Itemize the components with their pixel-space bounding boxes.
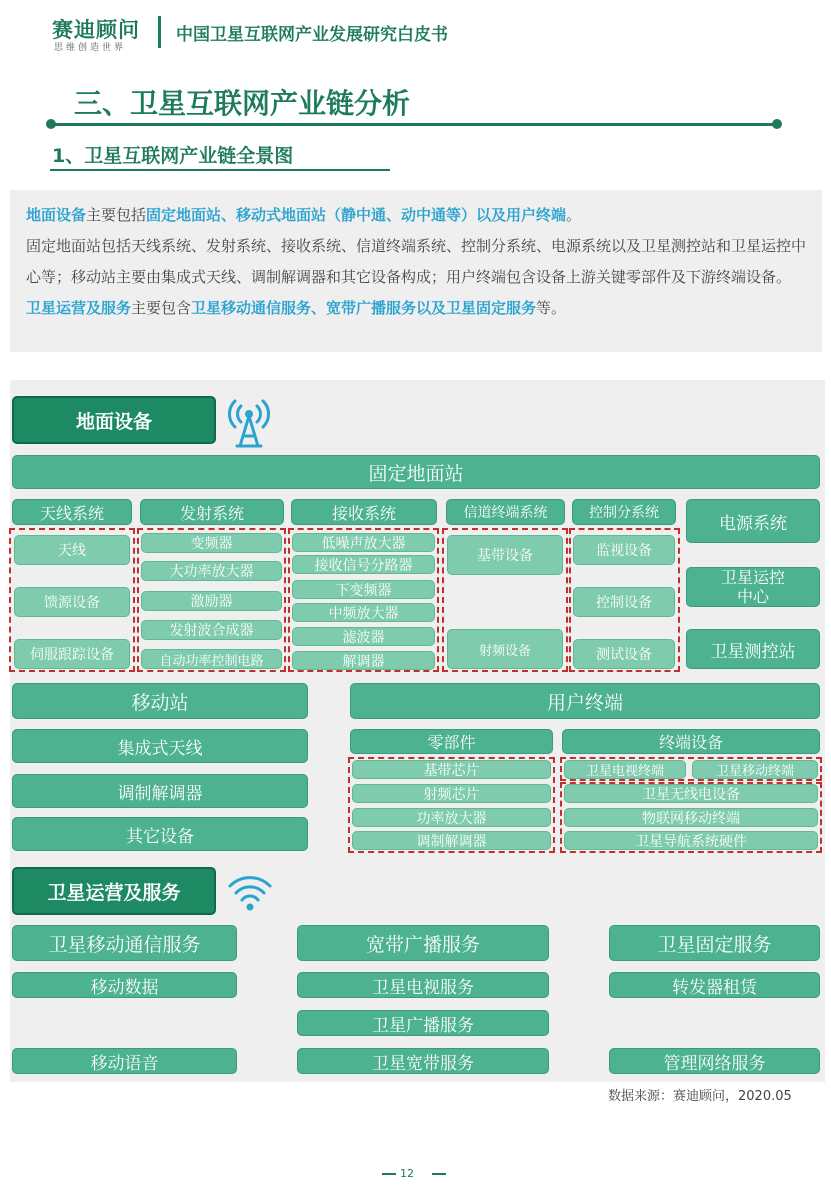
fixed-service-title: 卫星固定服务 [609, 925, 820, 961]
satellite-tv-terminal-item: 卫星电视终端 [564, 760, 686, 779]
iot-mobile-terminal-item: 物联网移动终端 [564, 808, 818, 827]
ground-equipment-header: 地面设备 [12, 396, 216, 444]
if-amplifier-item: 中频放大器 [292, 603, 435, 622]
broadband-broadcast-title: 宽带广播服务 [297, 925, 549, 961]
subsection-title: 1、卫星互联网产业链全景图 [52, 145, 294, 167]
network-management-item: 管理网络服务 [609, 1048, 820, 1074]
user-terminal-title: 用户终端 [350, 683, 820, 719]
mobile-data-item: 移动数据 [12, 972, 237, 998]
filter-item: 滤波器 [292, 627, 435, 646]
page-line-right [432, 1173, 446, 1175]
subsection-underline [50, 169, 390, 171]
page-number: 12 [400, 1167, 414, 1180]
power-system: 电源系统 [686, 499, 820, 543]
lna-item: 低噪声放大器 [292, 533, 435, 552]
antenna-tower-icon [222, 396, 276, 450]
exciter-item: 激励器 [141, 591, 282, 611]
modem-item: 调制解调器 [12, 774, 308, 808]
integrated-antenna-item: 集成式天线 [12, 729, 308, 763]
ops-services-header: 卫星运营及服务 [12, 867, 216, 915]
satellite-mobile-terminal-item: 卫星移动终端 [692, 760, 818, 779]
rf-chip-item: 射频芯片 [352, 784, 551, 803]
terminal-devices-title: 终端设备 [562, 729, 820, 754]
control-equipment-item: 控制设备 [573, 587, 675, 617]
high-power-amplifier-item: 大功率放大器 [141, 561, 282, 581]
intro-paragraph-3: 卫星运营及服务主要包含卫星移动通信服务、宽带广播服务以及卫星固定服务等。 [26, 299, 567, 317]
data-source: 数据来源：赛迪顾问，2020.05 [608, 1089, 792, 1104]
mobile-station-title: 移动站 [12, 683, 308, 719]
satellite-broadband-service-item: 卫星宽带服务 [297, 1048, 549, 1074]
receive-system-title: 接收系统 [291, 499, 437, 525]
test-equipment-item: 测试设备 [573, 639, 675, 669]
antenna-item: 天线 [14, 535, 130, 565]
other-equipment-item: 其它设备 [12, 817, 308, 851]
header-divider [158, 16, 161, 48]
intro-paragraph-2: 固定地面站包括天线系统、发射系统、接收系统、信道终端系统、控制分系统、电源系统以及卫星测控站和卫星运控中心等；移动站主要由集成式天线、调制解调器和其它设备构成；用户终端包含设备上游关键零部件及下游终端设备。 [26, 237, 807, 286]
transmit-system-title: 发射系统 [140, 499, 284, 525]
baseband-chip-item: 基带芯片 [352, 760, 551, 779]
mobile-comm-service-title: 卫星移动通信服务 [12, 925, 237, 961]
line-dot-right [772, 119, 782, 129]
satellite-broadcast-service-item: 卫星广播服务 [297, 1010, 549, 1036]
satellite-tv-service-item: 卫星电视服务 [297, 972, 549, 998]
wave-synthesizer-item: 发射波合成器 [141, 620, 282, 640]
logo-text: 赛迪顾问 [52, 17, 140, 42]
section-underline [50, 123, 778, 126]
logo-slogan: 思维创造世界 [54, 43, 127, 53]
intro-box [10, 190, 822, 352]
transponder-leasing-item: 转发器租赁 [609, 972, 820, 998]
baseband-equipment-item: 基带设备 [447, 535, 563, 575]
rf-equipment-item: 射频设备 [447, 629, 563, 669]
antenna-system-title: 天线系统 [12, 499, 132, 525]
components-title: 零部件 [350, 729, 553, 754]
downconverter-item: 下变频器 [292, 580, 435, 599]
feed-equipment-item: 馈源设备 [14, 587, 130, 617]
frequency-converter-item: 变频器 [141, 533, 282, 553]
demodulator-item: 解调器 [292, 651, 435, 670]
page-line-left [382, 1173, 396, 1175]
document-title: 中国卫星互联网产业发展研究白皮书 [176, 25, 448, 45]
control-subsystem-title: 控制分系统 [572, 499, 676, 525]
satellite-ops-center: 卫星运控中心 [686, 567, 820, 607]
channel-terminal-title: 信道终端系统 [446, 499, 565, 525]
fixed-ground-station: 固定地面站 [12, 455, 820, 489]
satellite-navigation-item: 卫星导航系统硬件 [564, 831, 818, 850]
intro-paragraph-1: 地面设备主要包括固定地面站、移动式地面站（静中通、动中通等）以及用户终端。 [26, 206, 582, 224]
signal-splitter-item: 接收信号分路器 [292, 555, 435, 574]
section-title: 三、卫星互联网产业链分析 [74, 87, 411, 120]
mobile-voice-item: 移动语音 [12, 1048, 237, 1074]
satellite-ttc-station: 卫星测控站 [686, 629, 820, 669]
monitor-equipment-item: 监视设备 [573, 535, 675, 565]
satellite-radio-item: 卫星无线电设备 [564, 784, 818, 803]
auto-power-control-item: 自动功率控制电路 [141, 649, 282, 669]
modem-chip-item: 调制解调器 [352, 831, 551, 850]
wifi-signal-icon [226, 872, 274, 912]
power-amplifier-item: 功率放大器 [352, 808, 551, 827]
servo-tracking-item: 伺服跟踪设备 [14, 639, 130, 669]
